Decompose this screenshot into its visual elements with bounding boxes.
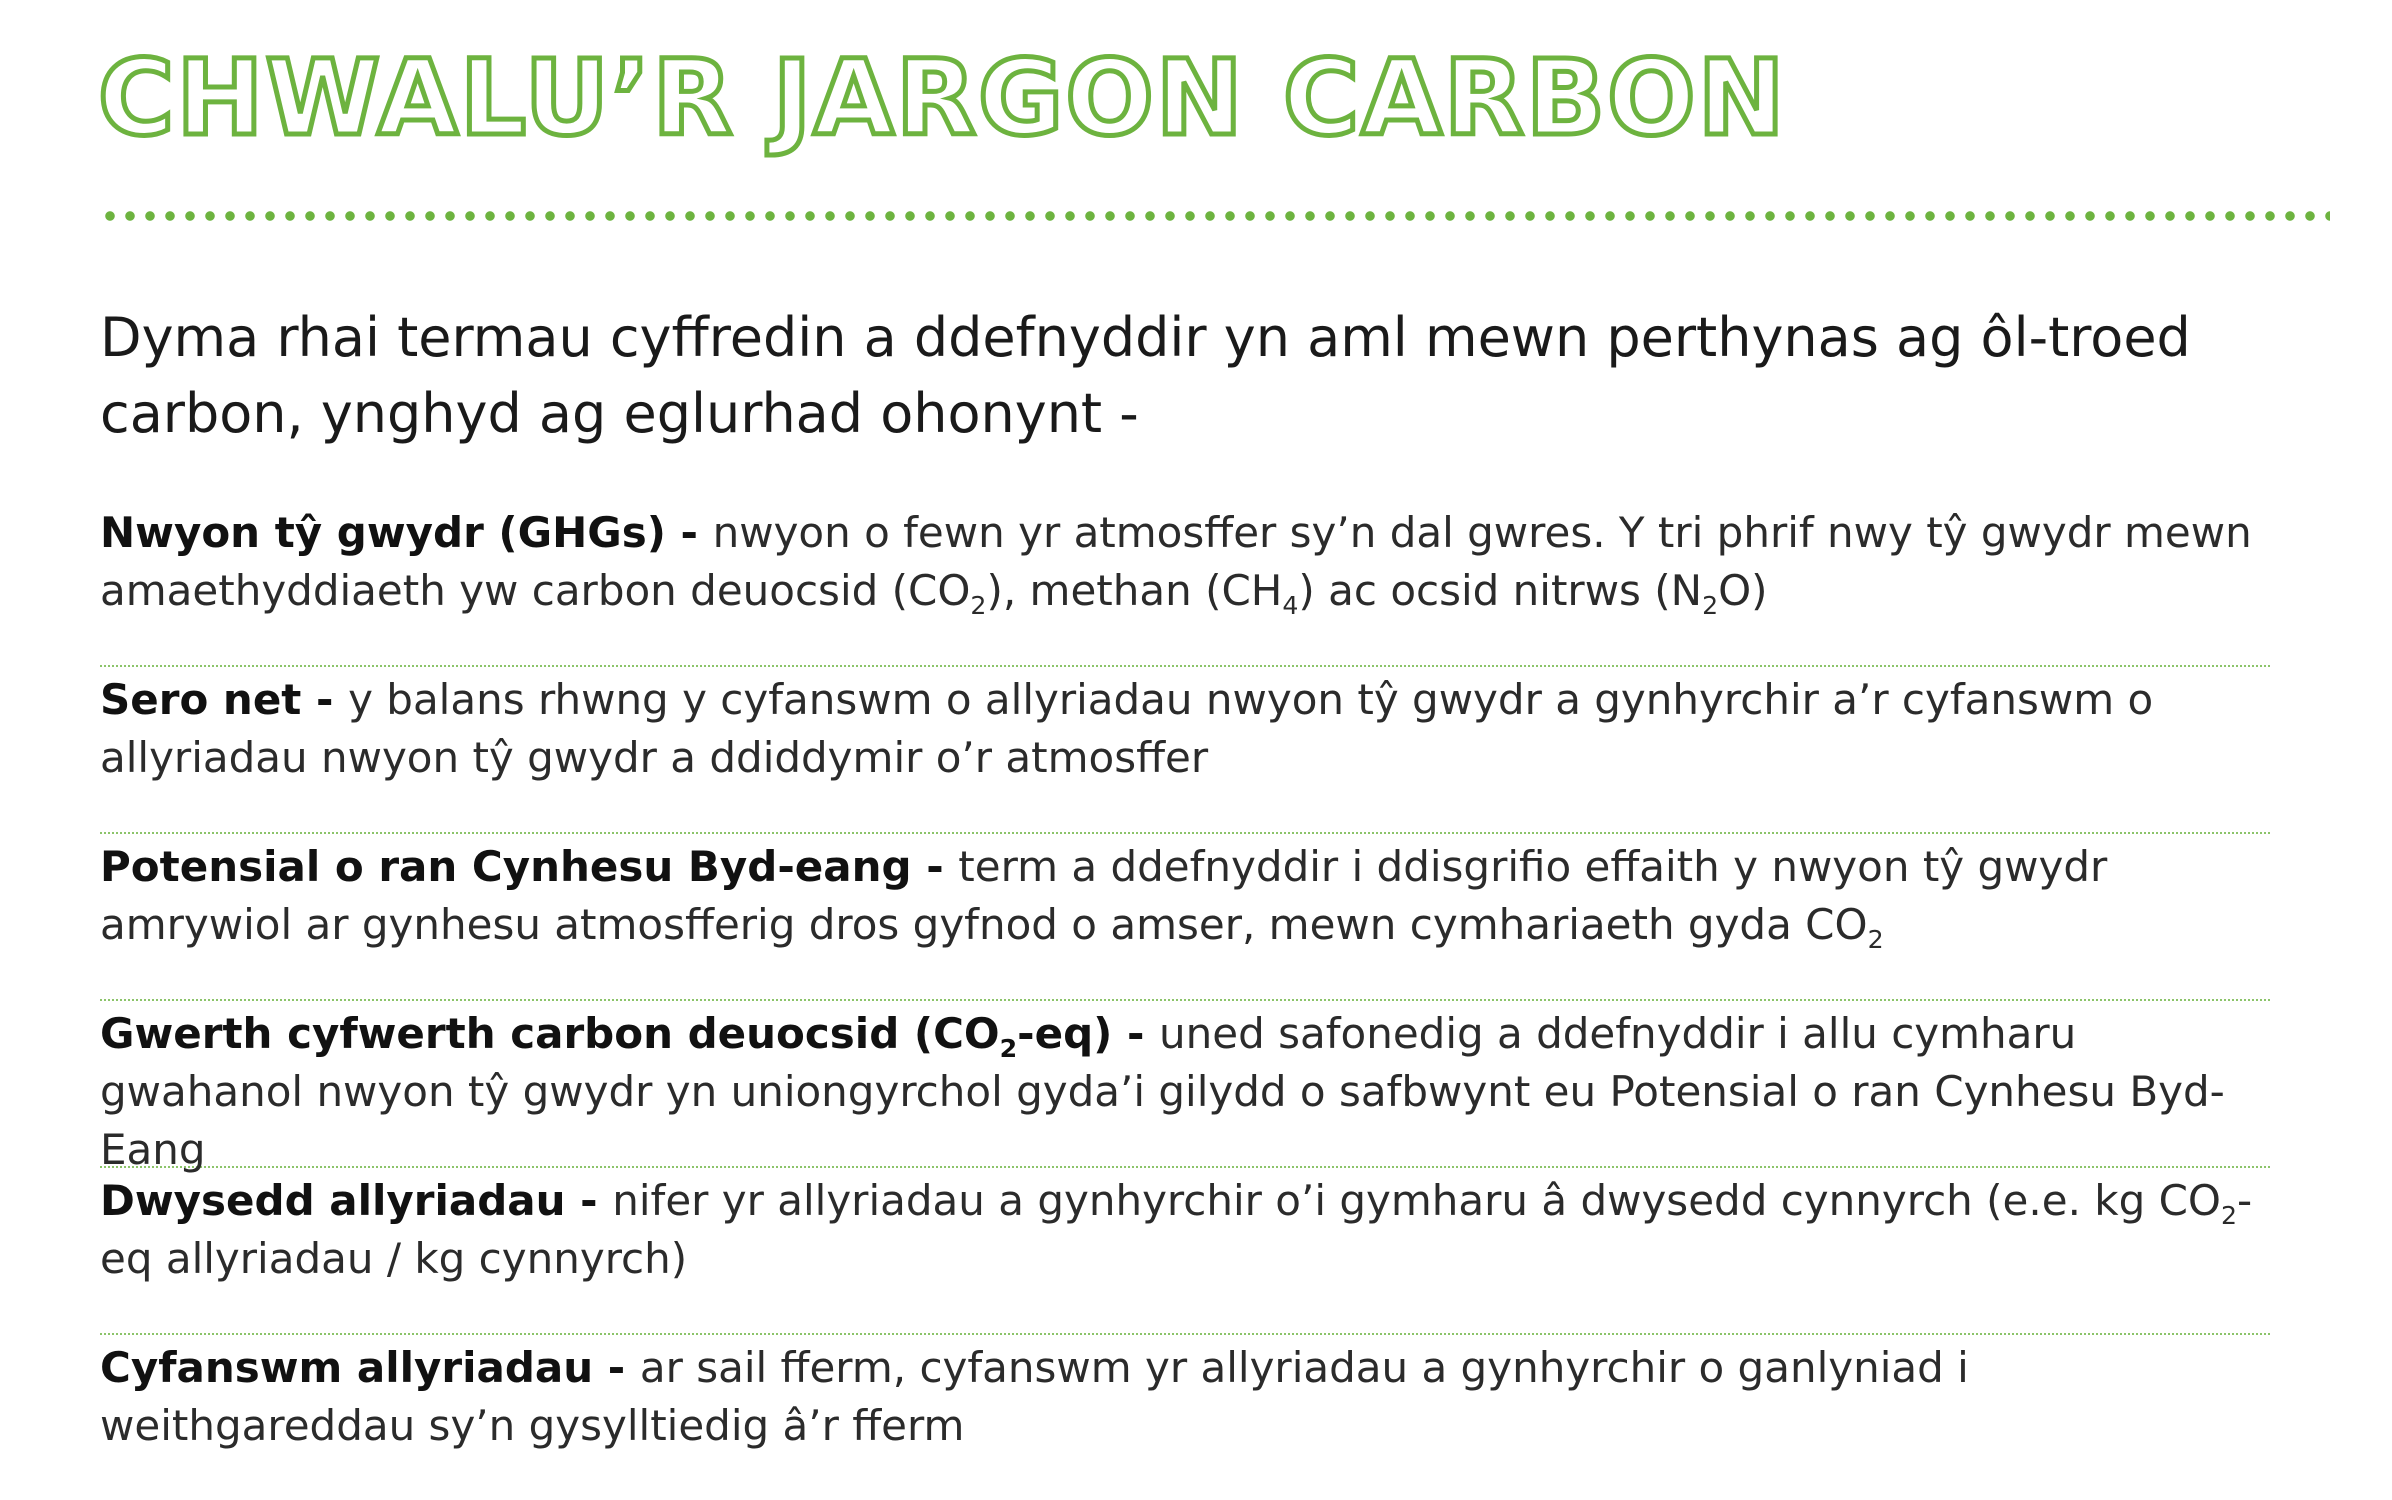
term-title: Gwerth cyfwerth carbon deuocsid $(CO_2-eq)$ — [100, 1009, 1113, 1063]
term-title: Cyfanswm allyriadau — [100, 1343, 594, 1392]
term-dash: - — [301, 675, 349, 724]
term-item — [100, 667, 2270, 832]
term-definition: nwyon o fewn yr atmosffer sy’n dal gwres. Y tri phrif nwy tŷ gwydr mewn amaethyddiaeth yw carbon deuocsid $(CO_2)$, methan $(CH_4)$ ac ocsid nitrws $(N_2O)$ — [100, 508, 2252, 620]
title-dotted-rule — [100, 210, 2330, 222]
page-title: CHWALU’R JARGON CARBON — [98, 37, 1787, 159]
term-definition: ar sail fferm, cyfanswm yr allyriadau a gynhyrchir o ganlyniad i weithgareddau sy’n gysylltiedig â’r fferm — [100, 1343, 1969, 1450]
term-item — [100, 1335, 2270, 1500]
term-title: Sero net — [100, 675, 302, 724]
intro-paragraph: Dyma rhai termau cyffredin a ddefnyddir yn aml mewn perthynas ag ôl-troed carbon, ynghyd ag eglurhad ohonynt - — [100, 306, 2191, 445]
term-definition: y balans rhwng y cyfanswm o allyriadau nwyon tŷ gwydr a gynhyrchir a’r cyfanswm o allyriadau nwyon tŷ gwydr a ddiddymir o’r atmosffer — [100, 675, 2154, 782]
term-definition: uned safonedig a ddefnyddir i allu cymharu gwahanol nwyon tŷ gwydr yn uniongyrchol gyda’i gilydd o safbwynt eu Potensial o ran Cynhesu Byd-Eang — [100, 1009, 2225, 1174]
term-item — [100, 1001, 2270, 1174]
term-definition: nifer yr allyriadau a gynhyrchir o’i gymharu â dwysedd cynnyrch (e.e. kg $CO_2-eq$ allyriadau / kg cynnyrch) — [100, 1176, 2253, 1283]
term-title: Potensial o ran Cynhesu Byd-eang — [100, 842, 912, 891]
term-dash: - — [911, 842, 959, 891]
term-dash: - — [593, 1343, 640, 1392]
term-item — [100, 500, 2270, 665]
term-item — [100, 834, 2270, 999]
term-title: Dwysedd allyriadau — [100, 1176, 566, 1225]
term-dash: - — [665, 508, 713, 557]
term-title: Nwyon tŷ gwydr (GHGs) — [100, 508, 666, 557]
term-dash: - — [565, 1176, 613, 1225]
term-definition: term a ddefnyddir i ddisgrifio effaith y nwyon tŷ gwydr amrywiol ar gynhesu atmosfferig dros gyfnod o amser, mewn cymhariaeth gyda $CO_2$ — [100, 842, 2108, 954]
term-list — [100, 500, 2270, 1500]
term-item — [100, 1168, 2270, 1333]
term-dash: - — [1112, 1009, 1160, 1058]
